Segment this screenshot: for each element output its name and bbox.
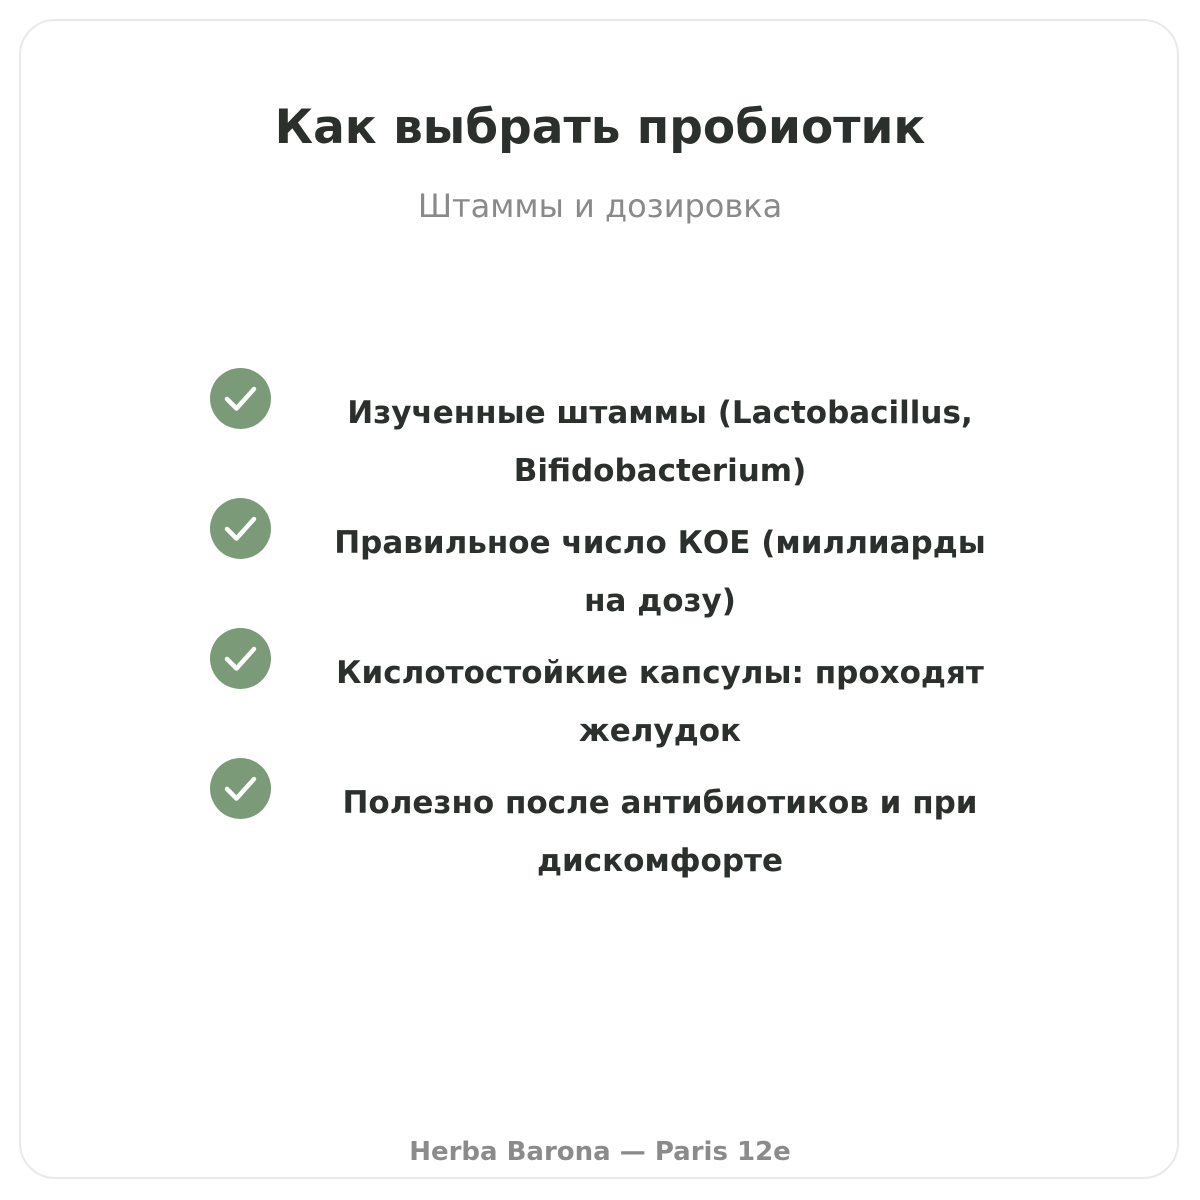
checklist-item: [0, 628, 1200, 748]
checklist-item: [0, 758, 1200, 878]
checklist-item: [0, 368, 1200, 488]
check-circle-icon: [210, 368, 271, 429]
footer-brand: Herba Barona — Paris 12e: [409, 1137, 791, 1167]
checklist-item-text: Кислотостойкие капсулы: проходят желудок: [336, 655, 984, 749]
checklist-item-text: Изученные штаммы (Lactobacillus, Bifidobacterium): [347, 395, 973, 489]
checklist-item-text: Полезно после антибиотиков и при дискомфорте: [342, 785, 978, 879]
checklist-item-text: Правильное число КОЕ (миллиарды на дозу): [334, 525, 986, 619]
page-title: Как выбрать пробиотик: [274, 100, 926, 155]
check-circle-icon: [210, 758, 271, 819]
checklist-item: [0, 498, 1200, 618]
check-circle-icon: [210, 498, 271, 559]
check-circle-icon: [210, 628, 271, 689]
page-subtitle: Штаммы и дозировка: [417, 187, 783, 225]
